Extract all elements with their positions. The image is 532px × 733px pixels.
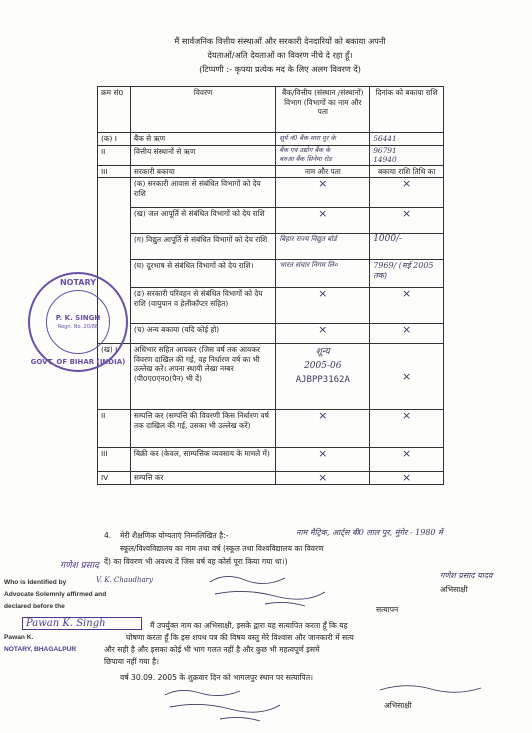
- para4-text: मेरी शैक्षणिक योग्यताएं निम्नलिखित है:-: [120, 531, 229, 540]
- table-row: [98, 472, 444, 485]
- deponent-signature-name: गणेश प्रसाद यादव: [440, 571, 493, 580]
- sub-desc: (ग) विद्युत आपूर्ति से संबंधित विभागों को देय राशि: [130, 234, 275, 260]
- row-name: ×: [276, 448, 370, 472]
- pawan-label: Pawan K.: [4, 634, 34, 641]
- identified-label: Who is Identified by: [4, 579, 67, 586]
- header-line-3: (टिप्पणी :- कृपया प्रत्येक मद के लिए अलग विवरण दें): [199, 64, 361, 74]
- row-num: III: [98, 448, 131, 472]
- verification-date-line: वर्ष 30.09. 2005 के शुक्रवार दिन को भागलपुर स्थान पर सत्यापित।: [120, 673, 313, 682]
- seal-reg: Regn. No. 20/88: [57, 324, 99, 330]
- row-amount-header: बकाया राशि तिथि का: [370, 165, 444, 178]
- declared-line: declared before the: [4, 603, 65, 610]
- table-row: [98, 234, 444, 260]
- sub-name: ×: [276, 208, 370, 234]
- row-income-tax-value: शून्य: [315, 347, 330, 357]
- sub-amount: ×: [370, 288, 444, 324]
- row-bank-name: बैंक एवं उद्योग बैंक के: [279, 145, 331, 154]
- row-amount-2: 14940: [373, 155, 397, 164]
- col-header-desc: विवरण: [130, 87, 275, 133]
- table-row: [98, 288, 444, 324]
- verification-line-2: घोषणा करता हूँ कि इस शपथ पत्र की विषय वस्तु मेरे विश्वास और जानकारी में सत्य: [126, 633, 354, 642]
- row-amount: 56441: [370, 133, 444, 146]
- row-pan-number: AJBPP3162A: [295, 375, 350, 385]
- para4-num: 4.: [104, 531, 112, 540]
- verification-line-1: मैं उपर्युक्त नाम का अभिसाक्षी, इसके द्वारा यह सत्यापित करता हूँ कि यह: [150, 621, 348, 630]
- table-row: [98, 178, 444, 208]
- row-desc: सम्पत्ति कर: [130, 472, 275, 485]
- sub-desc: (घ) दूरभाष से संबंधित विभागों को देय राशि।: [130, 260, 275, 288]
- abhisakshi-label-2: अभिसाक्षी: [384, 701, 412, 710]
- seal-bottom-text: GOVT. OF BIHAR (INDIA): [30, 358, 126, 366]
- row-amount: ×: [370, 344, 444, 410]
- sub-desc: (च) अन्य बकाया (यदि कोई हो): [130, 324, 275, 344]
- row-desc: सम्पत्ति कर (सम्पत्ति की विवरणी किस निर्धारण वर्ष तक दाखिल की गई, उसका भी उल्लेख करें): [130, 410, 275, 448]
- deponent-signature-1: [205, 570, 345, 612]
- seal-top-text: NOTARY: [59, 278, 97, 287]
- sub-amount: 7969/ (मई 2005 तक): [370, 260, 444, 288]
- notary-seal: [28, 272, 128, 372]
- abhisakshi-label-1: अभिसाक्षी: [440, 585, 468, 594]
- table-header-row: [98, 87, 444, 133]
- header-line-2: देयताओं/अति देयताओं का विवरण नीचे दे रहा हूँ।: [207, 50, 353, 60]
- table-row: [98, 410, 444, 448]
- row-desc: बैंक से ऋण: [130, 133, 275, 146]
- sub-name: बिहार राज्य विद्युत बोर्ड: [276, 234, 370, 260]
- row-num: II: [98, 145, 131, 165]
- satyapan-heading: सत्यापन: [376, 605, 399, 614]
- verification-line-4: छिपाया नहीं गया है।: [104, 657, 159, 666]
- row-desc: सरकारी बकाया: [130, 165, 275, 178]
- row-name: ×: [276, 472, 370, 485]
- col-header-amount: दिनांक को बकाया राशि: [370, 87, 444, 133]
- seal-name: P. K. SINGH: [55, 314, 101, 322]
- table-row: [98, 448, 444, 472]
- notary-bhagalpur: NOTARY, BHAGALPUR: [4, 646, 77, 653]
- sub-name: ×: [276, 324, 370, 344]
- row-bank-name: सूर्य नं0 बैंक मारा पूर के: [276, 133, 370, 146]
- sub-desc: (ङ) सरकारी परिवहन से संबंधित विभागों को देय राशि (वायुयान व हेलीकॉप्टर सहित): [130, 288, 275, 324]
- row-bank-name-2: बरुआ बैंक सिनेमा रोड: [279, 155, 332, 163]
- row-desc: बिक्री कर (केवल, साम्पत्तिक व्यवसाय के मामले में): [130, 448, 275, 472]
- row-amount: ×: [370, 410, 444, 448]
- col-header-bank: बैंक/वित्तीय (संस्थान /संस्थानों) विभाग (विभागों का नाम और पता: [276, 87, 370, 133]
- header-line-1: मैं सार्वजनिक वित्तीय संस्थाओं और सरकारी देनदारियों को बकाया अपनी: [174, 36, 386, 46]
- table-row: [98, 145, 444, 165]
- row-num: III: [98, 165, 131, 178]
- sub-name: ×: [276, 288, 370, 324]
- row-desc: अधिभार सहित आयकर (जिस वर्ष तक आयकर विवरण दाखिल की गई, वह निर्धारण वर्ष का भी उल्लेख करें। अपना स्थायी लेखा नम्बर (पी0ए0एन0(पैन) भी दें): [130, 344, 275, 410]
- row-num: II: [98, 410, 131, 448]
- sub-amount: ×: [370, 208, 444, 234]
- table-row: [98, 165, 444, 178]
- sub-amount: 1000/-: [370, 234, 444, 260]
- row-amount: ×: [370, 472, 444, 485]
- row-assessment-year: 2005-06: [304, 361, 342, 371]
- table-row: [98, 260, 444, 288]
- row-name-header: नाम और पता: [276, 165, 370, 178]
- para4-line3: दें) का विवरण भी अवश्य दें जिस वर्ष वह कोर्स पूरा किया गया था।): [104, 557, 288, 566]
- row-amount: ×: [370, 448, 444, 472]
- sub-name: ×: [276, 178, 370, 208]
- identified-name: गणेश प्रसाद: [60, 561, 99, 571]
- sub-amount: ×: [370, 178, 444, 208]
- row-amount: 96791: [373, 145, 397, 155]
- identifier-name: V. K. Chaudhary: [96, 576, 153, 584]
- para4-line2: स्कूल/विश्वविद्यालय का नाम तथा वर्ष (स्कूल तथा विश्वविद्यालय का विवरण: [120, 544, 324, 553]
- sub-desc: (ख) जल आपूर्ति से संबंधित विभागों को देय राशि: [130, 208, 275, 234]
- sub-desc: (क) सरकारी आवास से संबंधित विभागों को देय राशि: [130, 178, 275, 208]
- table-row: [98, 208, 444, 234]
- sub-amount: ×: [370, 324, 444, 344]
- row-name: ×: [276, 410, 370, 448]
- table-row: [98, 133, 444, 146]
- para4-handwritten: नाम मैट्रिक, आर्ट्स बी0 लाल पुर, मुंगेर - 1980 में: [296, 528, 443, 537]
- deponent-signature-3: [376, 680, 486, 696]
- deponent-signature-2: [160, 685, 300, 731]
- table-row: [98, 344, 444, 410]
- sub-name: भारत संचार निगम लि०: [276, 260, 370, 288]
- row-num: IV: [98, 472, 131, 485]
- notary-signature: Pawan K. Singh: [26, 618, 106, 629]
- liabilities-table: [97, 86, 444, 485]
- col-header-num: क्रम सं0: [98, 87, 131, 133]
- row-num: (क) I: [98, 133, 131, 146]
- row-desc: वित्तीय संस्थानों से ऋण: [130, 145, 275, 165]
- table-row: [98, 324, 444, 344]
- row-num: (ख) I: [98, 344, 131, 410]
- advocate-line: Advocate Solemnly affirmed and: [4, 591, 107, 598]
- verification-line-3: और सही है और इसका कोई भी भाग गलत नहीं है और कुछ भी महत्वपूर्ण इसमें: [104, 645, 320, 654]
